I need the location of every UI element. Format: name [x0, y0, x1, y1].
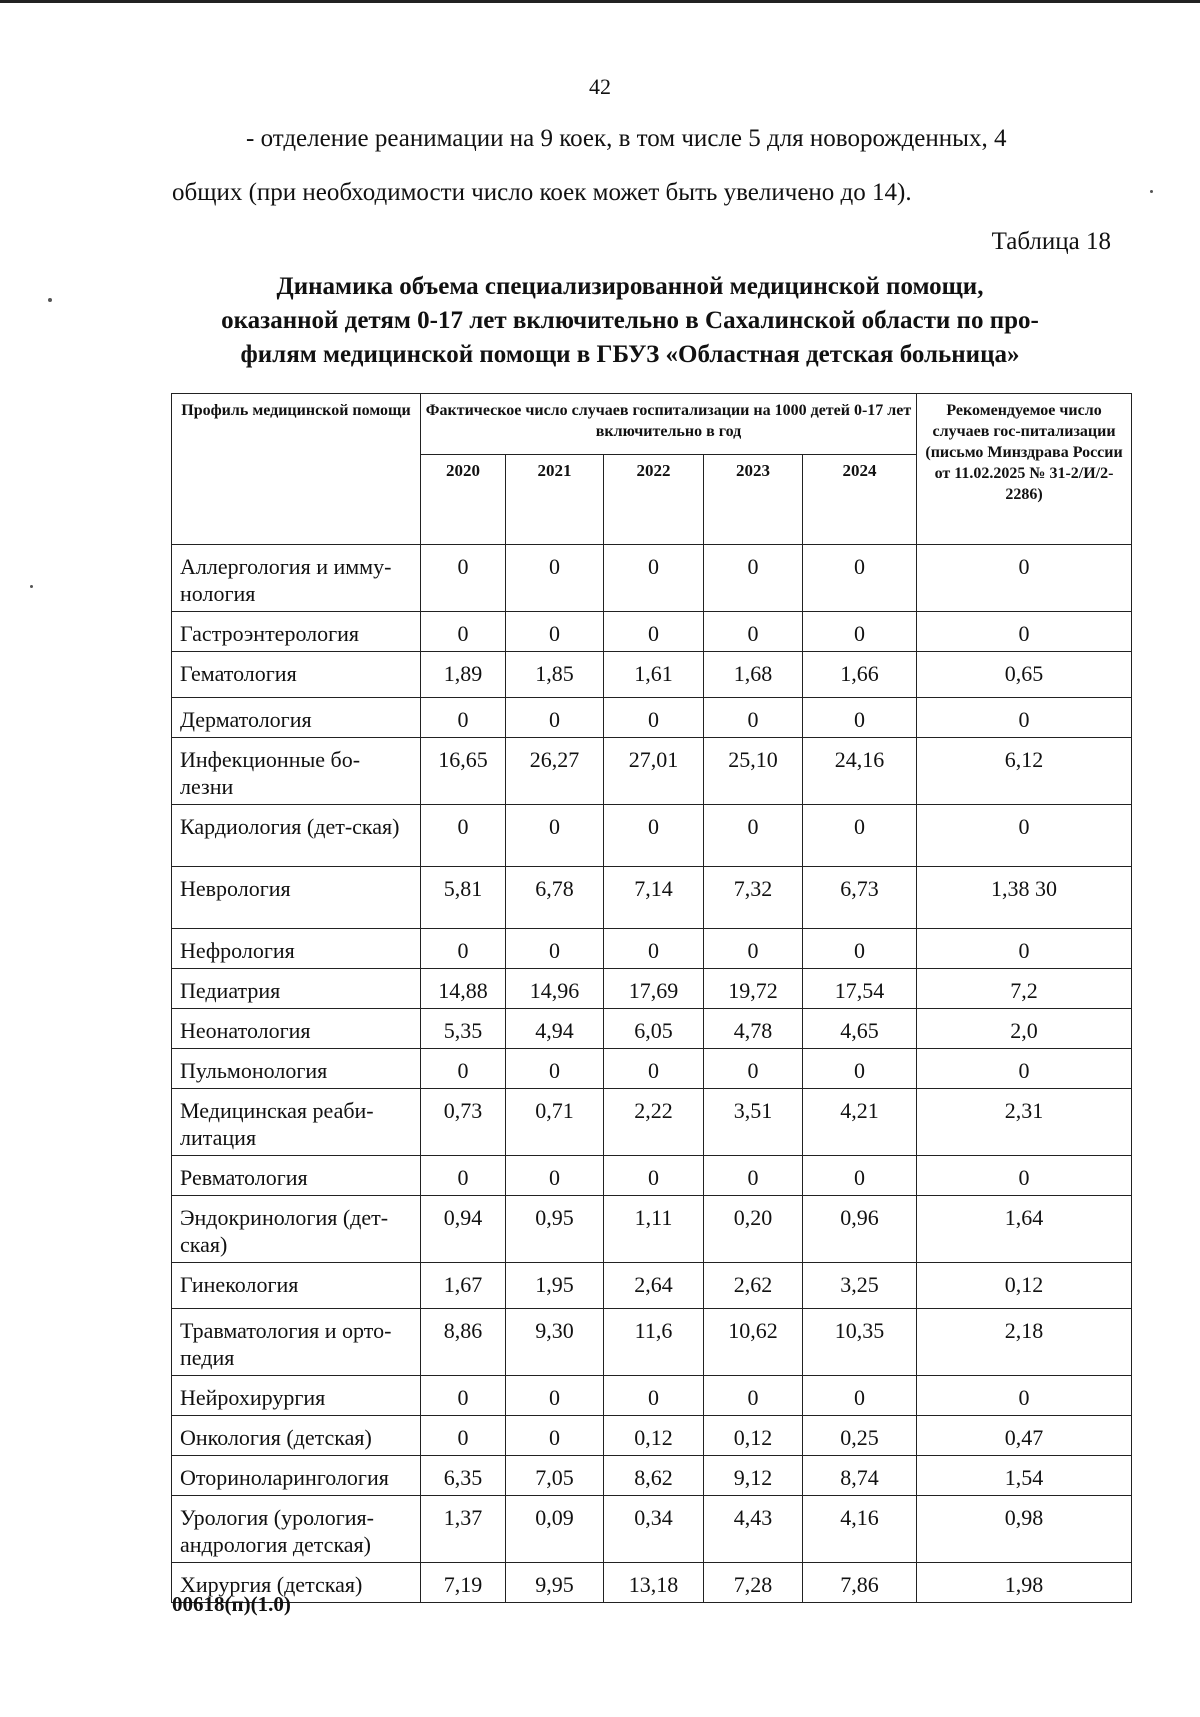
row-value-2022: 6,05	[604, 1009, 704, 1049]
row-value-2020: 0	[421, 1049, 506, 1089]
row-profile: Нейрохирургия	[172, 1376, 421, 1416]
row-profile: Гастроэнтерология	[172, 612, 421, 652]
row-recommended: 0	[917, 929, 1132, 969]
row-value-2020: 0,94	[421, 1196, 506, 1263]
table-row	[172, 867, 1132, 929]
row-value-2023: 0,20	[704, 1196, 803, 1263]
row-value-2024: 0,96	[803, 1196, 917, 1263]
row-value-2022: 1,61	[604, 652, 704, 698]
row-recommended: 0	[917, 612, 1132, 652]
table-row	[172, 1196, 1132, 1263]
table-row	[172, 652, 1132, 698]
scan-speck	[48, 298, 52, 302]
row-recommended: 0,98	[917, 1496, 1132, 1563]
row-value-2023: 2,62	[704, 1263, 803, 1309]
row-value-2024: 0,25	[803, 1416, 917, 1456]
row-value-2022: 0	[604, 1156, 704, 1196]
row-value-2024: 24,16	[803, 738, 917, 805]
scan-top-rule	[0, 0, 1200, 3]
row-recommended: 0	[917, 545, 1132, 612]
table-row	[172, 1456, 1132, 1496]
row-value-2021: 0,71	[506, 1089, 604, 1156]
row-value-2023: 0	[704, 1376, 803, 1416]
header-year: 2020	[421, 455, 506, 545]
header-year: 2021	[506, 455, 604, 545]
row-value-2020: 16,65	[421, 738, 506, 805]
row-value-2022: 2,64	[604, 1263, 704, 1309]
row-profile: Пульмонология	[172, 1049, 421, 1089]
row-value-2021: 26,27	[506, 738, 604, 805]
table-title	[150, 270, 1110, 372]
row-value-2024: 17,54	[803, 969, 917, 1009]
row-value-2020: 6,35	[421, 1456, 506, 1496]
row-value-2022: 1,11	[604, 1196, 704, 1263]
row-recommended: 0,65	[917, 652, 1132, 698]
document-code: 00618(п)(1.0)	[172, 1592, 291, 1616]
paragraph-line-2: общих (при необходимости число коек может быть увеличено до 14).	[172, 179, 912, 206]
row-value-2024: 8,74	[803, 1456, 917, 1496]
row-value-2021: 0	[506, 698, 604, 738]
row-recommended: 2,18	[917, 1309, 1132, 1376]
row-profile: Инфекционные бо-лезни	[172, 738, 421, 805]
row-recommended: 1,54	[917, 1456, 1132, 1496]
row-value-2023: 7,28	[704, 1563, 803, 1603]
table-row	[172, 969, 1132, 1009]
row-value-2020: 1,89	[421, 652, 506, 698]
row-profile: Гинекология	[172, 1263, 421, 1309]
row-value-2024: 3,25	[803, 1263, 917, 1309]
row-value-2021: 14,96	[506, 969, 604, 1009]
row-value-2021: 0	[506, 929, 604, 969]
row-value-2022: 7,14	[604, 867, 704, 929]
row-recommended: 1,98	[917, 1563, 1132, 1603]
row-value-2020: 0	[421, 929, 506, 969]
header-actual: Фактическое число случаев госпитализации на 1000 детей 0-17 лет включительно в год	[421, 394, 917, 455]
table-row	[172, 698, 1132, 738]
row-value-2023: 19,72	[704, 969, 803, 1009]
row-value-2020: 0	[421, 612, 506, 652]
row-value-2021: 0,09	[506, 1496, 604, 1563]
row-recommended: 2,31	[917, 1089, 1132, 1156]
row-value-2021: 4,94	[506, 1009, 604, 1049]
row-value-2024: 7,86	[803, 1563, 917, 1603]
row-value-2021: 0	[506, 1156, 604, 1196]
table-row	[172, 805, 1132, 867]
row-value-2022: 0	[604, 698, 704, 738]
row-profile: Кардиология (дет-ская)	[172, 805, 421, 867]
row-value-2022: 8,62	[604, 1456, 704, 1496]
row-profile: Онкология (детская)	[172, 1416, 421, 1456]
table-row	[172, 1089, 1132, 1156]
row-recommended: 0	[917, 805, 1132, 867]
table-row	[172, 1009, 1132, 1049]
row-value-2022: 0	[604, 929, 704, 969]
row-value-2021: 0	[506, 1376, 604, 1416]
row-value-2021: 6,78	[506, 867, 604, 929]
row-recommended: 2,0	[917, 1009, 1132, 1049]
row-profile: Дерматология	[172, 698, 421, 738]
row-value-2024: 0	[803, 1049, 917, 1089]
row-value-2021: 9,95	[506, 1563, 604, 1603]
table-title-line-1: Динамика объема специализированной медицинской помощи,	[276, 273, 984, 300]
row-value-2023: 0	[704, 698, 803, 738]
scan-speck	[30, 585, 33, 588]
table-body	[172, 545, 1132, 1603]
row-recommended: 0,47	[917, 1416, 1132, 1456]
header-profile: Профиль медицинской помощи	[172, 394, 421, 545]
row-profile: Нефрология	[172, 929, 421, 969]
hospitalization-table	[171, 393, 1132, 1603]
table-row	[172, 738, 1132, 805]
row-value-2024: 0	[803, 698, 917, 738]
row-profile: Эндокринология (дет-ская)	[172, 1196, 421, 1263]
row-recommended: 0	[917, 1156, 1132, 1196]
table-title-line-3: филям медицинской помощи в ГБУЗ «Областная детская больница»	[240, 341, 1020, 368]
row-profile: Неврология	[172, 867, 421, 929]
row-recommended: 0	[917, 698, 1132, 738]
row-value-2020: 0	[421, 1416, 506, 1456]
row-recommended: 6,12	[917, 738, 1132, 805]
header-year: 2022	[604, 455, 704, 545]
row-value-2021: 0	[506, 1416, 604, 1456]
row-value-2024: 0	[803, 545, 917, 612]
row-value-2020: 7,19	[421, 1563, 506, 1603]
row-value-2020: 0	[421, 805, 506, 867]
row-recommended: 7,2	[917, 969, 1132, 1009]
row-profile: Урология (урология-андрология детская)	[172, 1496, 421, 1563]
row-value-2020: 0	[421, 1376, 506, 1416]
row-value-2023: 0	[704, 1049, 803, 1089]
table-row	[172, 1049, 1132, 1089]
row-value-2023: 3,51	[704, 1089, 803, 1156]
table-row	[172, 1376, 1132, 1416]
row-value-2022: 17,69	[604, 969, 704, 1009]
paragraph-line-1: - отделение реанимации на 9 коек, в том числе 5 для новорожденных, 4	[246, 125, 1007, 152]
row-value-2023: 0	[704, 805, 803, 867]
row-value-2021: 1,95	[506, 1263, 604, 1309]
row-recommended: 0	[917, 1049, 1132, 1089]
row-value-2021: 0	[506, 805, 604, 867]
table-row	[172, 1263, 1132, 1309]
row-value-2022: 0	[604, 1049, 704, 1089]
row-value-2021: 0	[506, 545, 604, 612]
row-profile: Травматология и орто-педия	[172, 1309, 421, 1376]
row-profile: Аллергология и имму-нология	[172, 545, 421, 612]
row-value-2022: 2,22	[604, 1089, 704, 1156]
table-row	[172, 1309, 1132, 1376]
row-value-2023: 25,10	[704, 738, 803, 805]
row-value-2024: 0	[803, 612, 917, 652]
row-value-2022: 11,6	[604, 1309, 704, 1376]
page-number: 42	[589, 74, 611, 99]
table-row	[172, 1563, 1132, 1603]
row-value-2022: 0	[604, 1376, 704, 1416]
row-profile: Неонатология	[172, 1009, 421, 1049]
row-value-2023: 0	[704, 612, 803, 652]
row-value-2022: 0,12	[604, 1416, 704, 1456]
row-value-2023: 9,12	[704, 1456, 803, 1496]
row-value-2023: 7,32	[704, 867, 803, 929]
row-value-2022: 13,18	[604, 1563, 704, 1603]
row-profile: Педиатрия	[172, 969, 421, 1009]
table-header-row	[172, 394, 1132, 455]
row-value-2020: 1,67	[421, 1263, 506, 1309]
header-year: 2023	[704, 455, 803, 545]
row-value-2021: 1,85	[506, 652, 604, 698]
row-value-2020: 0	[421, 545, 506, 612]
row-value-2021: 0	[506, 612, 604, 652]
row-value-2023: 10,62	[704, 1309, 803, 1376]
row-profile: Гематология	[172, 652, 421, 698]
row-value-2024: 4,65	[803, 1009, 917, 1049]
row-value-2024: 4,21	[803, 1089, 917, 1156]
row-profile: Хирургия (детская)	[172, 1563, 421, 1603]
row-profile: Оториноларингология	[172, 1456, 421, 1496]
row-value-2020: 1,37	[421, 1496, 506, 1563]
body-paragraph	[172, 112, 1102, 220]
row-value-2021: 7,05	[506, 1456, 604, 1496]
row-value-2024: 0	[803, 1376, 917, 1416]
row-value-2023: 0	[704, 545, 803, 612]
row-value-2021: 0	[506, 1049, 604, 1089]
row-value-2024: 0	[803, 1156, 917, 1196]
table-row	[172, 545, 1132, 612]
table-row	[172, 1496, 1132, 1563]
row-recommended: 1,64	[917, 1196, 1132, 1263]
header-recommended: Рекомендуемое число случаев гос-питализации (письмо Минздрава России от 11.02.2025 № 31-2/И/2-2286)	[917, 394, 1132, 545]
table-title-line-2: оказанной детям 0-17 лет включительно в Сахалинской области по про-	[221, 307, 1039, 334]
row-profile: Медицинская реаби-литация	[172, 1089, 421, 1156]
row-value-2024: 4,16	[803, 1496, 917, 1563]
row-value-2022: 27,01	[604, 738, 704, 805]
row-recommended: 1,38 30	[917, 867, 1132, 929]
row-value-2023: 0	[704, 929, 803, 969]
row-profile: Ревматология	[172, 1156, 421, 1196]
row-value-2020: 5,35	[421, 1009, 506, 1049]
table-row	[172, 612, 1132, 652]
header-year: 2024	[803, 455, 917, 545]
row-value-2023: 0,12	[704, 1416, 803, 1456]
row-value-2021: 9,30	[506, 1309, 604, 1376]
row-value-2021: 0,95	[506, 1196, 604, 1263]
row-recommended: 0	[917, 1376, 1132, 1416]
row-value-2022: 0	[604, 805, 704, 867]
row-value-2024: 10,35	[803, 1309, 917, 1376]
row-value-2024: 0	[803, 929, 917, 969]
row-value-2020: 0	[421, 698, 506, 738]
table-row	[172, 1156, 1132, 1196]
table-row	[172, 929, 1132, 969]
row-value-2023: 4,78	[704, 1009, 803, 1049]
row-value-2022: 0,34	[604, 1496, 704, 1563]
row-value-2023: 1,68	[704, 652, 803, 698]
table-row	[172, 1416, 1132, 1456]
row-value-2020: 5,81	[421, 867, 506, 929]
row-value-2024: 1,66	[803, 652, 917, 698]
row-value-2022: 0	[604, 612, 704, 652]
row-value-2023: 4,43	[704, 1496, 803, 1563]
row-value-2020: 0	[421, 1156, 506, 1196]
row-value-2023: 0	[704, 1156, 803, 1196]
table-label: Таблица 18	[991, 228, 1111, 255]
row-value-2020: 14,88	[421, 969, 506, 1009]
row-recommended: 0,12	[917, 1263, 1132, 1309]
row-value-2020: 8,86	[421, 1309, 506, 1376]
row-value-2022: 0	[604, 545, 704, 612]
scan-speck	[1150, 190, 1153, 193]
row-value-2024: 6,73	[803, 867, 917, 929]
row-value-2024: 0	[803, 805, 917, 867]
row-value-2020: 0,73	[421, 1089, 506, 1156]
